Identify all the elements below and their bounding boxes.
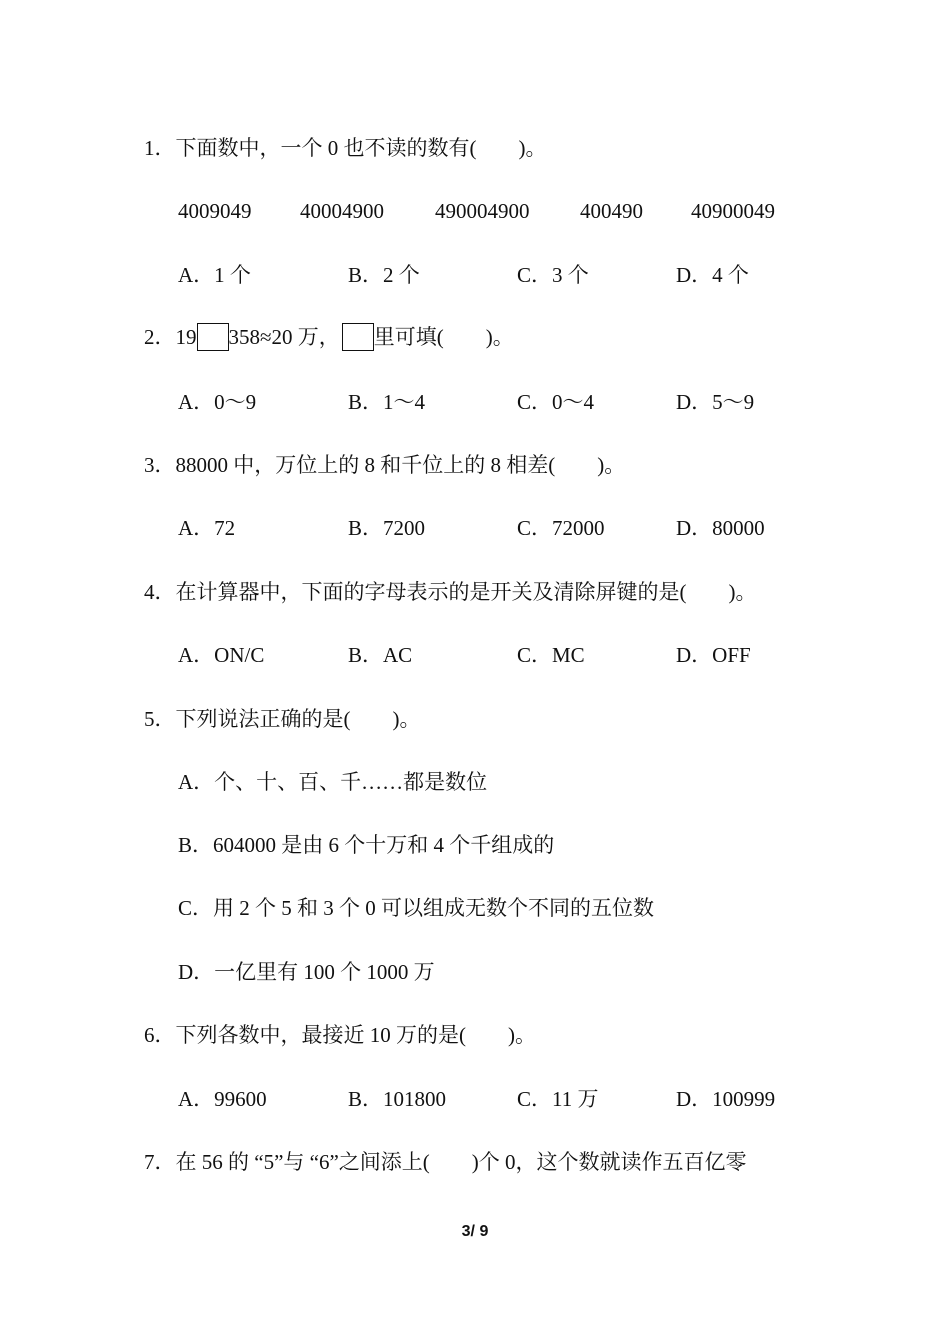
option-b: B．604000 是由 6 个十万和 4 个千组成的 (178, 833, 555, 857)
number-item: 400490 (580, 199, 643, 223)
option-a: A．1 个 (178, 263, 251, 287)
option-d: D．4 个 (676, 263, 749, 287)
option-a: A．72 (178, 516, 236, 540)
option-c: C．3 个 (517, 263, 589, 287)
option-b: B．101800 (348, 1087, 447, 1111)
question-4-stem: 4．在计算器中，下面的字母表示的是开关及清除屏键的是( )。 (144, 580, 757, 604)
question-6-stem: 6．下列各数中，最接近 10 万的是( )。 (144, 1023, 536, 1047)
answer-box (342, 323, 374, 351)
option-a: A．个、十、百、千……都是数位 (178, 770, 488, 794)
option-d: D．80000 (676, 516, 765, 540)
stem-part: 2．19 (144, 325, 197, 349)
option-a: A．99600 (178, 1087, 267, 1111)
question-2-stem (144, 323, 514, 351)
question-3-stem: 3．88000 中，万位上的 8 和千位上的 8 相差( )。 (144, 453, 626, 477)
option-a: A．0～9 (178, 390, 257, 414)
number-item: 4009049 (178, 199, 252, 223)
question-5-stem: 5．下列说法正确的是( )。 (144, 707, 421, 731)
option-b: B．AC (348, 643, 413, 667)
number-item: 40004900 (300, 199, 384, 223)
stem-part: 358≈20 万， (228, 325, 340, 349)
option-c: C．72000 (517, 516, 605, 540)
answer-box (197, 323, 229, 351)
option-d: D．5～9 (676, 390, 755, 414)
question-1-stem: 1．下面数中，一个 0 也不读的数有( )。 (144, 136, 547, 160)
page-number: 3/ 9 (461, 1223, 489, 1240)
option-b: B．1～4 (348, 390, 426, 414)
option-d: D．一亿里有 100 个 1000 万 (178, 960, 435, 984)
option-c: C．0～4 (517, 390, 595, 414)
question-7-stem: 7．在 56 的 “5”与 “6”之间添上( )个 0，这个数就读作五百亿零 (144, 1150, 747, 1174)
option-a: A．ON/C (178, 643, 265, 667)
option-c: C．MC (517, 643, 585, 667)
stem-part: 里可填( )。 (373, 325, 514, 349)
number-item: 40900049 (691, 199, 775, 223)
option-c: C．用 2 个 5 和 3 个 0 可以组成无数个不同的五位数 (178, 896, 655, 920)
option-d: D．OFF (676, 643, 751, 667)
option-b: B．2 个 (348, 263, 420, 287)
number-item: 490004900 (435, 199, 530, 223)
option-b: B．7200 (348, 516, 426, 540)
option-d: D．100999 (676, 1087, 776, 1111)
option-c: C．11 万 (517, 1087, 599, 1111)
